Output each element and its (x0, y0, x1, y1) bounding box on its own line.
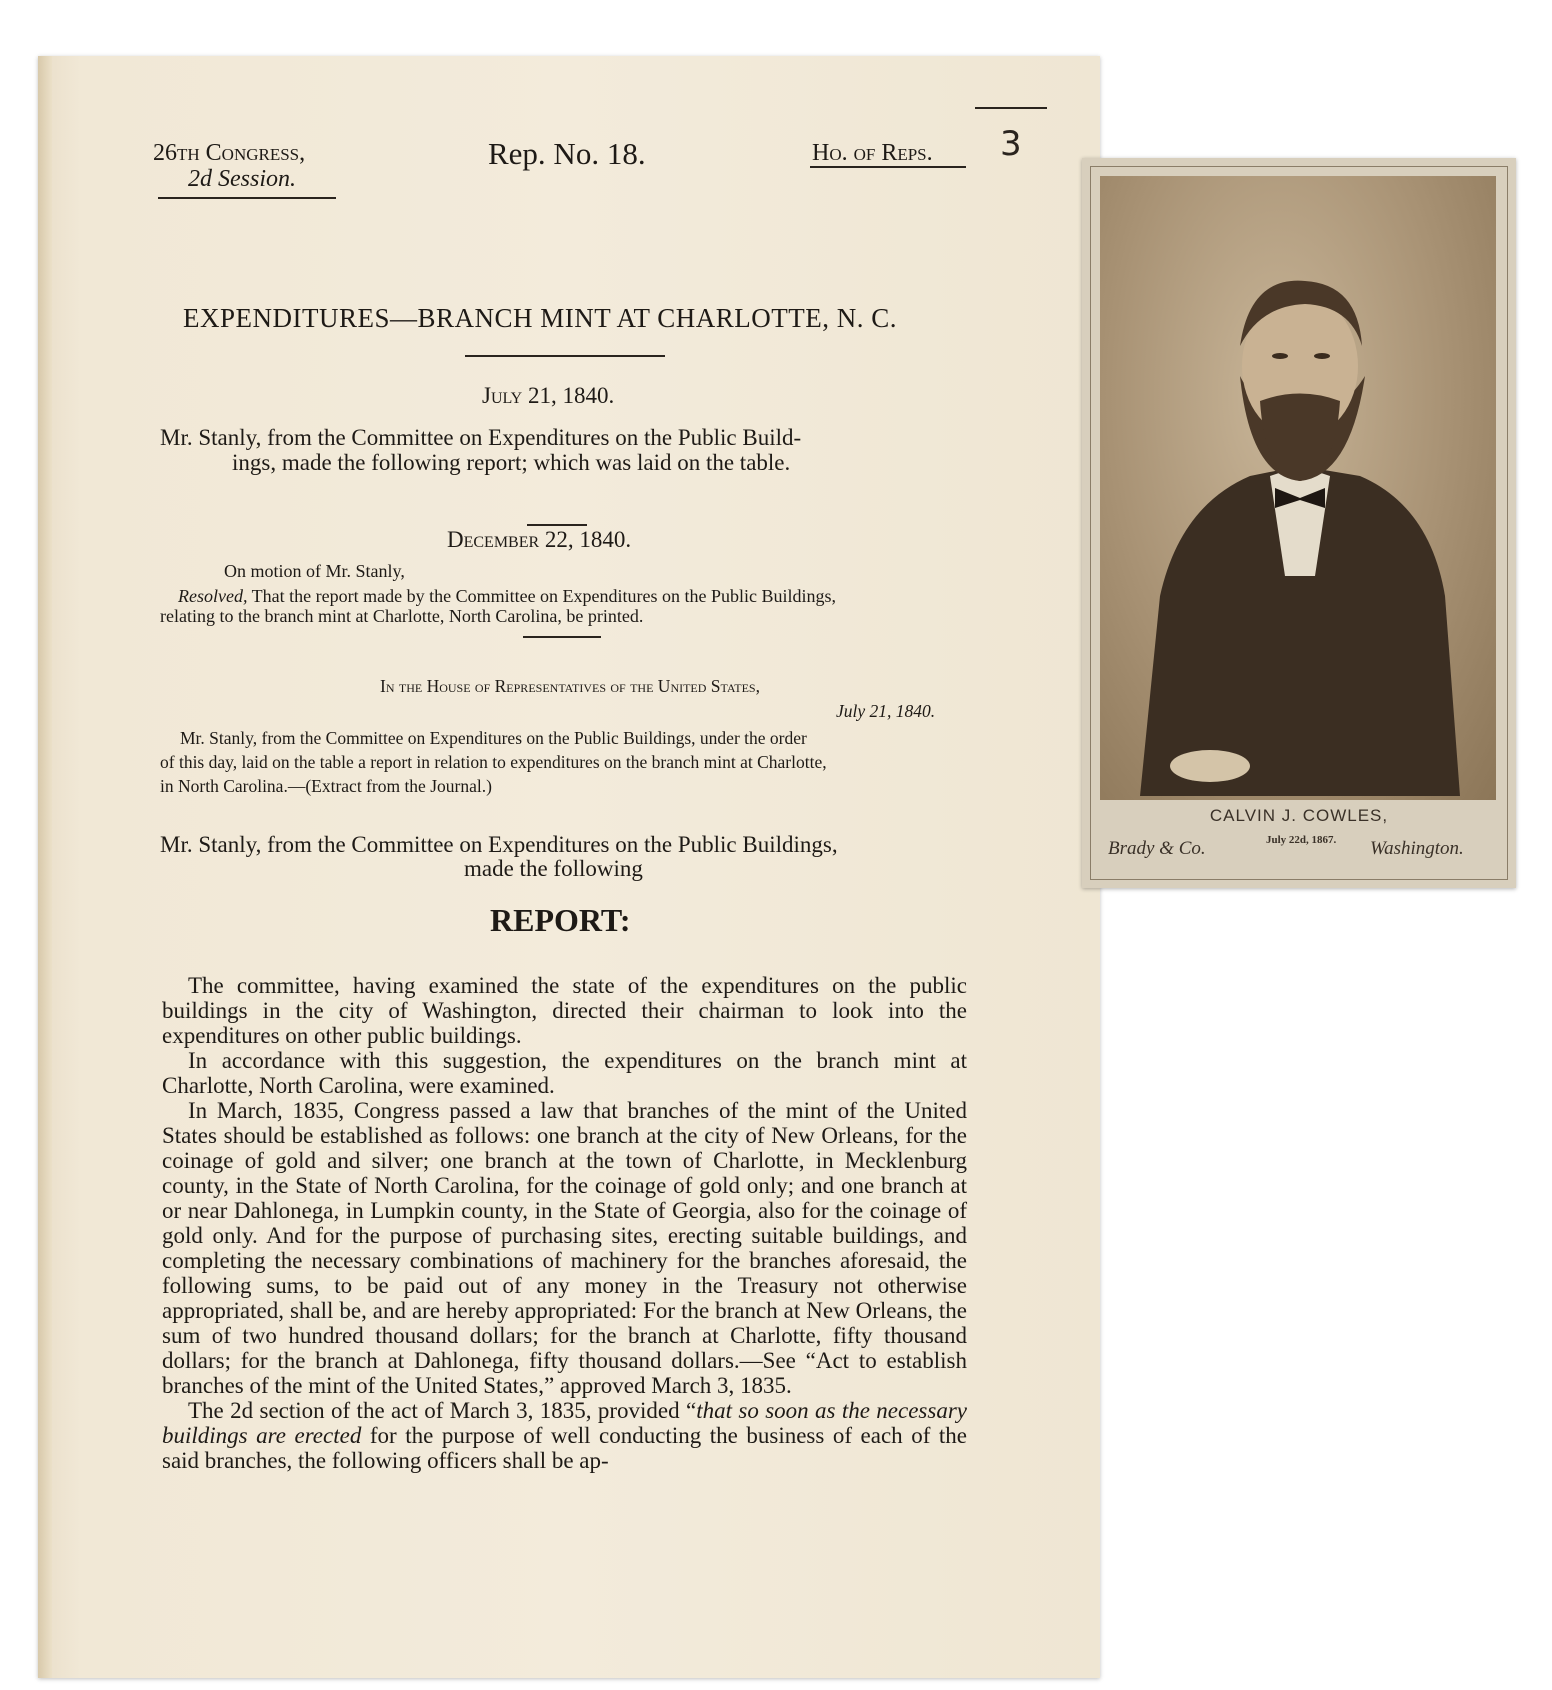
handwritten-page-mark: 3 (1000, 124, 1022, 164)
carte-de-visite-card (1082, 158, 1516, 888)
house-underline (810, 166, 966, 168)
report-heading: REPORT: (490, 902, 631, 938)
intro-line-1: Mr. Stanly, from the Committee on Expenditures on the Public Build- (160, 425, 802, 450)
photo-date: July 22d, 1867. (1266, 834, 1337, 846)
congress-label: 26th Congress, (153, 140, 306, 166)
resolved-line-1: Resolved, That the report made by the Committee on Expenditures on the Public Buildings, (178, 586, 837, 606)
page-edge (38, 56, 52, 1678)
paragraph-4: The 2d section of the act of March 3, 1835, provided “that so soon as the necessary buildings are erected for the purpose of well conducting the business of each of the said branches, the following officers shall be ap- (162, 1398, 967, 1473)
made-following-line-1: Mr. Stanly, from the Committee on Expenditures on the Public Buildings, (160, 832, 838, 857)
portrait-caption-name: CALVIN J. COWLES, (1209, 806, 1389, 825)
photographer-name: Brady & Co. (1108, 838, 1206, 859)
paragraph-2: In accordance with this suggestion, the expenditures on the branch mint at Charlotte, North Carolina, were examined. (162, 1048, 967, 1098)
intro-line-2: ings, made the following report; which was laid on the table. (232, 450, 791, 475)
paragraph-3: In March, 1835, Congress passed a law that branches of the mint of the United States should be established as follows: one branch at the city of New Orleans, for the coinage of gold and silver; one branch at the town of Charlotte, in Mecklenburg county, in the State of North Carolina, for the coinage of gold only; and one branch at or near Dahlonega, in Lumpkin county, in the State of Georgia, also for the coinage of gold only. And for the purpose of purchasing sites, erecting suitable buildings, and completing the necessary combinations of machinery for the branches aforesaid, the following sums, to be paid out of any money in the Treasury not otherwise appropriated, shall be, and are hereby appropriated: For the branch at New Orleans, the sum of two hundred thousand dollars; for the branch at Charlotte, fifty thousand dollars; for the branch at Dahlonega, fifty thousand dollars.—See “Act to establish branches of the mint of the United States,” approved March 3, 1835. (162, 1098, 967, 1398)
motion-line: On motion of Mr. Stanly, (224, 561, 405, 581)
corner-rule (975, 107, 1047, 109)
journal-line-3: in North Carolina.—(Extract from the Journal.) (160, 776, 492, 796)
house-representatives-line: In the House of Representatives of the United States, (380, 676, 760, 696)
rule-3 (523, 636, 601, 638)
header-underline (158, 197, 336, 199)
photo-city: Washington. (1370, 838, 1464, 859)
session-label: 2d Session. (188, 166, 296, 192)
journal-line-2: of this day, laid on the table a report in relation to expenditures on the branch mint at Charlotte, (160, 752, 827, 772)
report-body (162, 973, 967, 1473)
date-december: December 22, 1840. (447, 527, 632, 552)
house-label: Ho. of Reps. (812, 140, 933, 166)
rule-2 (527, 524, 587, 526)
title-rule (465, 355, 665, 357)
portrait-photo (1100, 176, 1496, 800)
house-date: July 21, 1840. (836, 701, 936, 721)
date-july: July 21, 1840. (482, 383, 615, 408)
report-number: Rep. No. 18. (488, 136, 646, 171)
journal-line-1: Mr. Stanly, from the Committee on Expenditures on the Public Buildings, under the order (180, 728, 807, 748)
paragraph-1: The committee, having examined the state of the expenditures on the public buildings in the city of Washington, directed their chairman to look into the expenditures on other public buildings. (162, 973, 967, 1048)
resolved-line-2: relating to the branch mint at Charlotte, North Carolina, be printed. (160, 606, 644, 626)
portrait-figure (1100, 176, 1496, 800)
made-following-line-2: made the following (464, 856, 643, 881)
document-title: EXPENDITURES—BRANCH MINT AT CHARLOTTE, N. C. (183, 303, 898, 333)
